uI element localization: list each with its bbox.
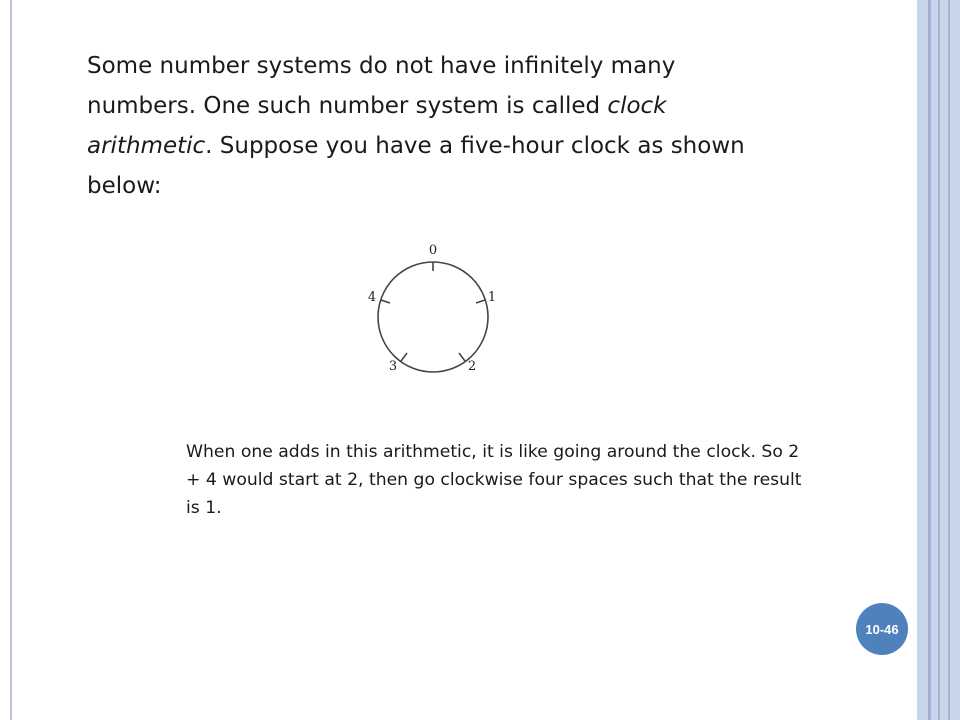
- clock-label-3: 3: [388, 359, 398, 374]
- clock-label-1: 1: [487, 290, 497, 305]
- intro-term: clock arithmetic: [87, 93, 667, 159]
- clock-tick-1: [476, 300, 485, 303]
- clock-label-4: 4: [367, 290, 377, 305]
- clock-tick-4: [381, 300, 390, 303]
- intro-text-start: Some number systems do not have infinitely many numbers. One such number system is called: [87, 53, 676, 119]
- frame-stripe: [928, 0, 931, 720]
- clock-tick-2: [459, 353, 465, 361]
- left-border-line: [10, 0, 12, 720]
- intro-text-end: . Suppose you have a five-hour clock as shown below:: [87, 133, 745, 199]
- five-hour-clock-diagram: [355, 232, 515, 382]
- clock-tick-3: [401, 353, 407, 361]
- right-decorative-frame: [917, 0, 960, 720]
- explanation-paragraph: When one adds in this arithmetic, it is like going around the clock. So 2 + 4 would start at 2, then go clockwise four spaces such that the result is 1.: [186, 442, 802, 518]
- clock-label-0: 0: [428, 243, 438, 258]
- page-number-badge: 10-46: [856, 603, 908, 655]
- frame-stripe: [938, 0, 940, 720]
- intro-paragraph: [87, 46, 787, 206]
- clock-face: [378, 262, 488, 372]
- clock-label-2: 2: [467, 359, 477, 374]
- frame-stripe: [948, 0, 950, 720]
